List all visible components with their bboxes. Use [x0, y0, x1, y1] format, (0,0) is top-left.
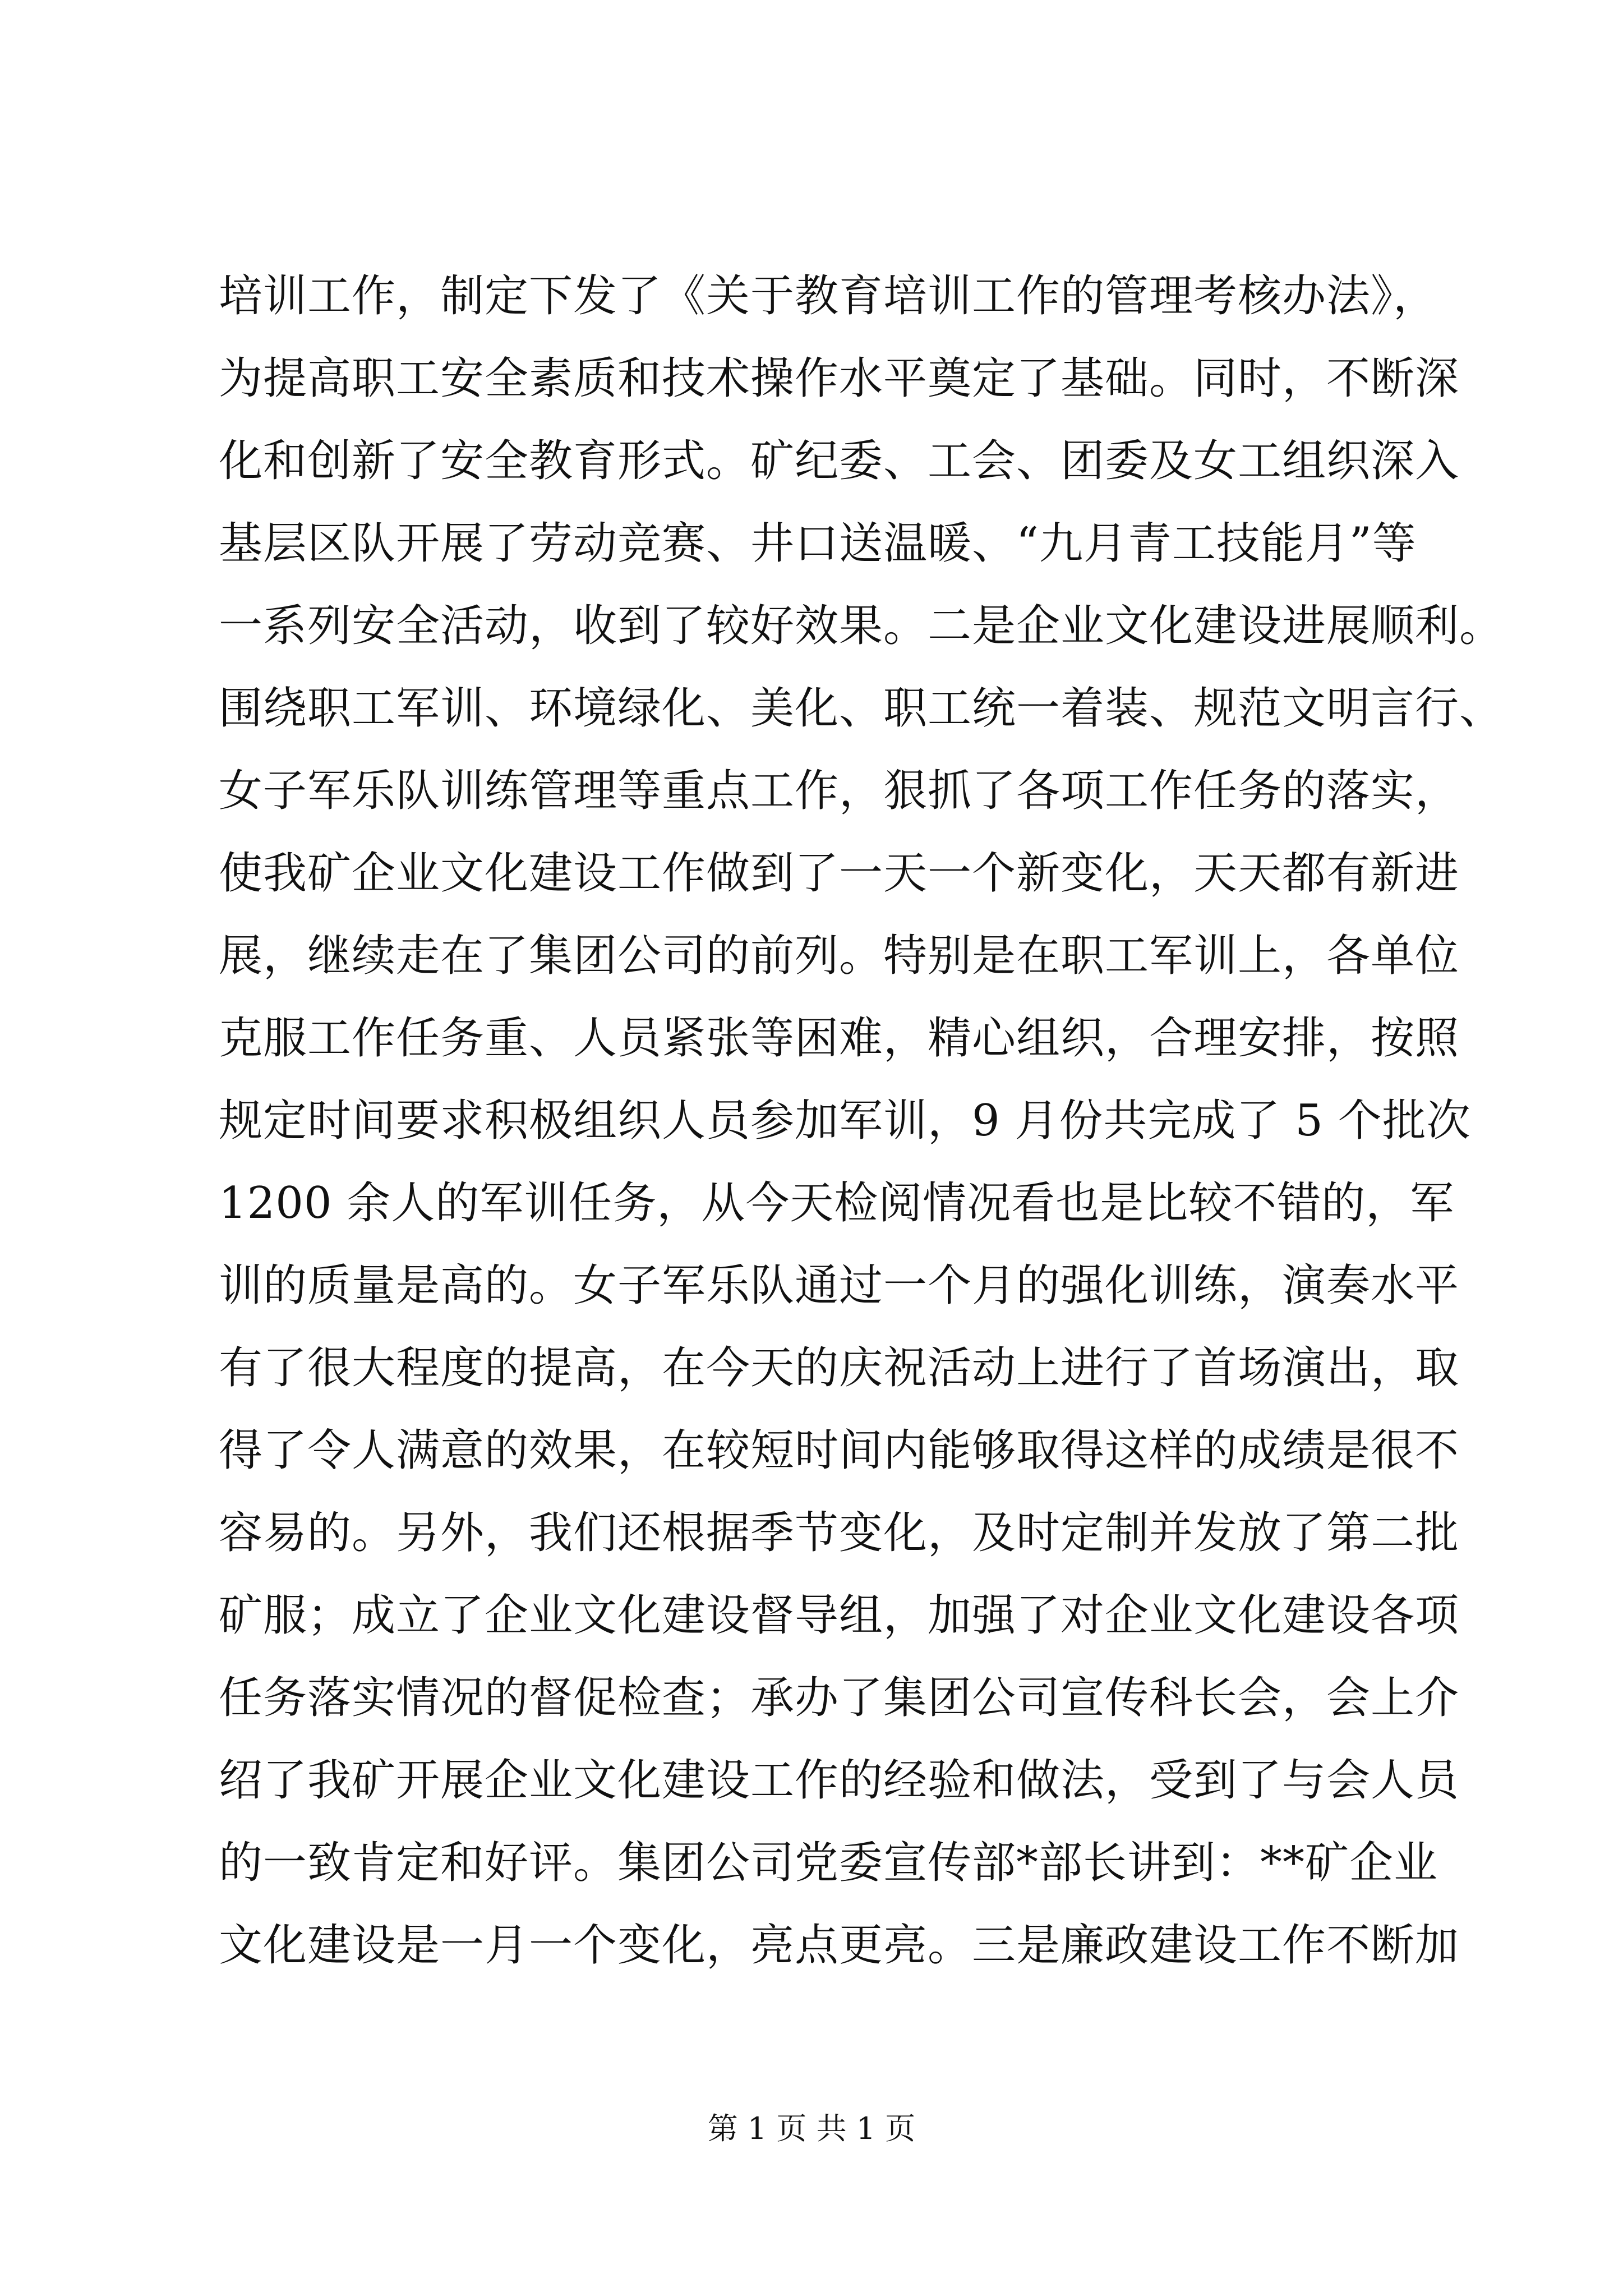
text-line: 1200 余人的军训任务，从今天检阅情况看也是比较不错的，军: [219, 1178, 1455, 1228]
text-line: 容易的。另外，我们还根据季节变化，及时定制并发放了第二批: [219, 1508, 1460, 1558]
text-line: 矿服；成立了企业文化建设督导组，加强了对企业文化建设各项: [219, 1590, 1460, 1641]
text-line: 化和创新了安全教育形式。矿纪委、工会、团委及女工组织深入: [219, 436, 1460, 486]
text-line: 女子军乐队训练管理等重点工作，狠抓了各项工作任务的落实，: [219, 766, 1460, 816]
text-line: 文化建设是一月一个变化，亮点更亮。三是廉政建设工作不断加: [219, 1920, 1460, 1971]
text-line: 展，继续走在了集团公司的前列。特别是在职工军训上，各单位: [219, 931, 1460, 981]
text-line: 基层区队开展了劳动竞赛、井口送温暖、“九月青工技能月”等: [219, 518, 1417, 569]
text-line: 围绕职工军训、环境绿化、美化、职工统一着装、规范文明言行、: [219, 683, 1504, 734]
text-line: 有了很大程度的提高，在今天的庆祝活动上进行了首场演出，取: [219, 1343, 1460, 1393]
text-line: 一系列安全活动，收到了较好效果。二是企业文化建设进展顺利。: [219, 601, 1504, 651]
text-line: 使我矿企业文化建设工作做到了一天一个新变化，天天都有新进: [219, 848, 1460, 899]
text-line: 的一致肯定和好评。集团公司党委宣传部*部长讲到：**矿企业: [219, 1838, 1438, 1888]
text-line: 为提高职工安全素质和技术操作水平奠定了基础。同时，不断深: [219, 353, 1460, 404]
text-line: 绍了我矿开展企业文化建设工作的经验和做法，受到了与会人员: [219, 1755, 1460, 1806]
text-line: 培训工作，制定下发了《关于教育培训工作的管理考核办法》，: [219, 271, 1438, 321]
text-line: 规定时间要求积极组织人员参加军训，9 月份共完成了 5 个批次: [219, 1096, 1471, 1146]
body-paragraph: [219, 255, 1504, 1987]
text-line: 训的质量是高的。女子军乐队通过一个月的强化训练，演奏水平: [219, 1260, 1460, 1311]
page-footer: [0, 2109, 1623, 2148]
page-number-label: 第 1 页 共 1 页: [707, 2111, 916, 2146]
text-line: 克服工作任务重、人员紧张等困难，精心组织，合理安排，按照: [219, 1013, 1460, 1064]
text-line: 任务落实情况的督促检查；承办了集团公司宣传科长会，会上介: [219, 1673, 1460, 1723]
text-line: 得了令人满意的效果，在较短时间内能够取得这样的成绩是很不: [219, 1425, 1460, 1476]
